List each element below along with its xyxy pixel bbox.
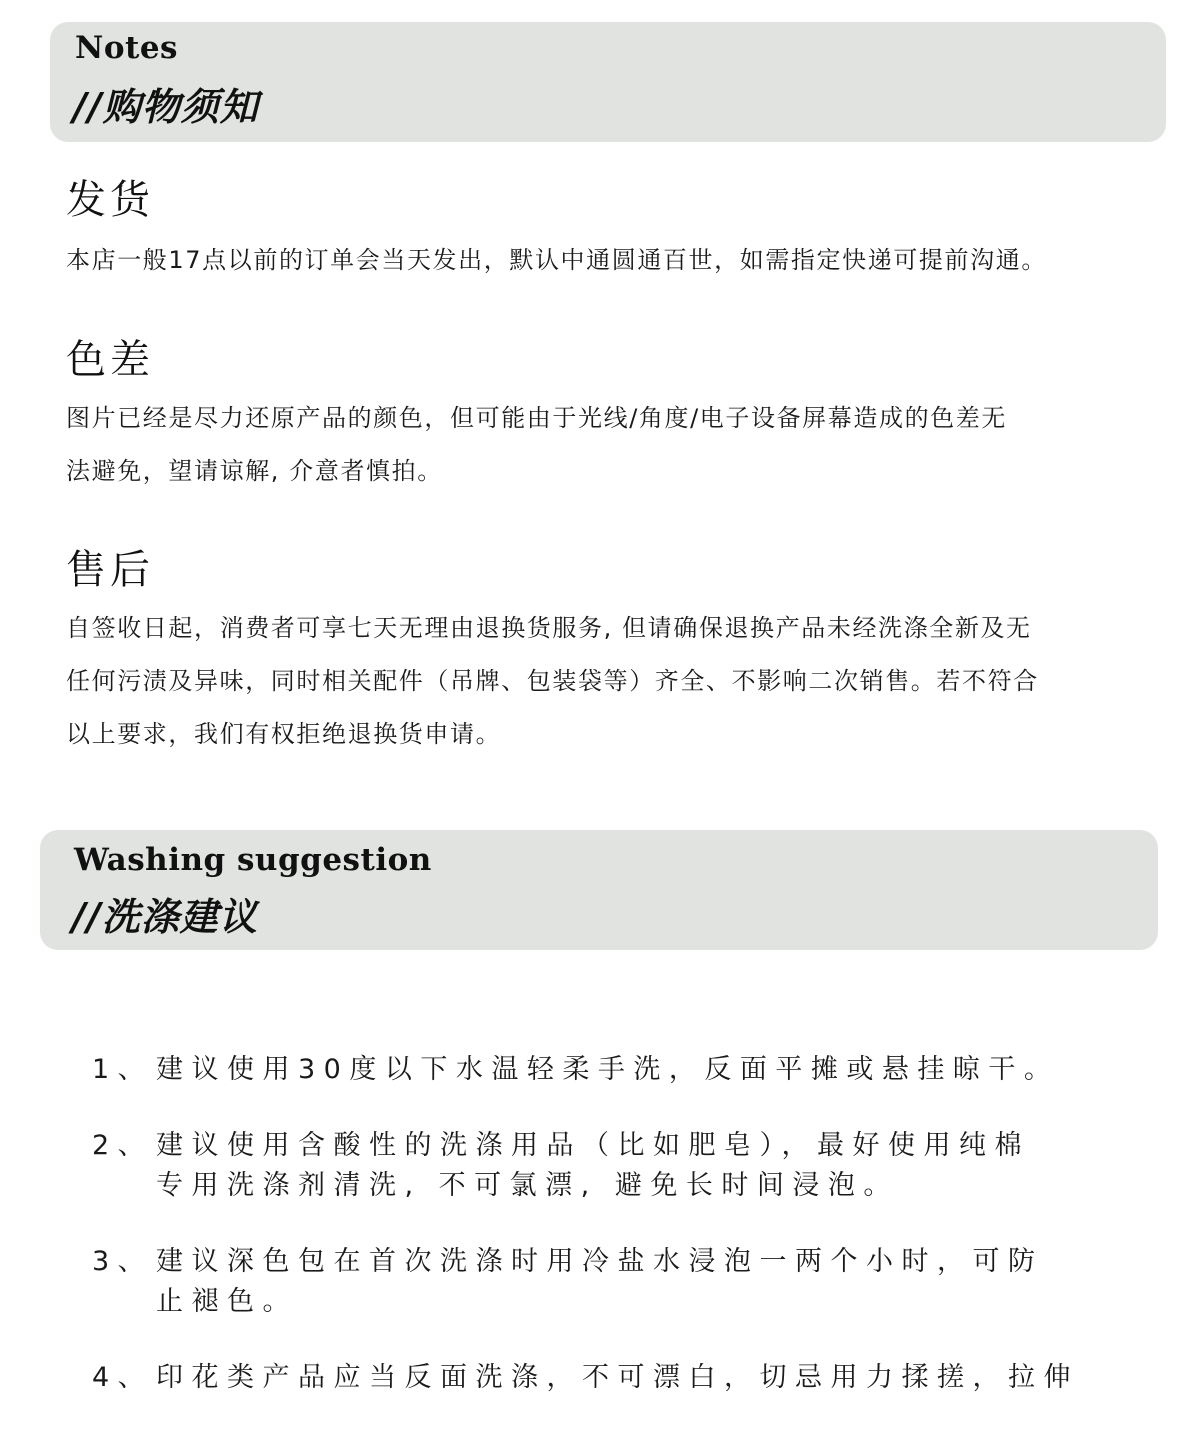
washing-banner-english-title: Washing suggestion (74, 842, 432, 878)
washing-item-text: 建议深色包在首次洗涤时用冷盐水浸泡一两个小时，可防 止褪色。 (156, 1246, 1044, 1317)
shipping-body: 本店一般17点以前的订单会当天发出，默认中通圆通百世，如需指定快递可提前沟通。 (66, 246, 1047, 274)
washing-item-text: 建议使用30度以下水温轻柔手洗，反面平摊或悬挂晾干。 (156, 1054, 1060, 1085)
washing-item-number: 1、 (92, 1054, 154, 1085)
washing-item-number: 4、 (92, 1362, 154, 1393)
washing-item-number: 3、 (92, 1246, 154, 1277)
washing-item (92, 1050, 1172, 1090)
notes-banner (50, 22, 1166, 142)
washing-list (92, 1050, 1172, 1434)
after-sales-title: 售后 (66, 547, 154, 593)
shipping-section (66, 177, 1176, 287)
notes-banner-chinese-title: //购物须知 (73, 85, 259, 129)
after-sales-section (66, 547, 1176, 761)
color-difference-body: 图片已经是尽力还原产品的颜色，但可能由于光线/角度/电子设备屏幕造成的色差无 法避免，望请谅解, 介意者慎拍。 (66, 404, 1007, 485)
washing-item-number: 2、 (92, 1130, 154, 1161)
washing-item (92, 1358, 1172, 1398)
washing-banner-chinese-title: //洗涤建议 (72, 895, 258, 939)
shipping-title: 发货 (66, 177, 154, 223)
after-sales-body: 自签收日起，消费者可享七天无理由退换货服务, 但请确保退换产品未经洗涤全新及无 任何污渍及异味，同时相关配件（吊牌、包装袋等）齐全、不影响二次销售。若不符合 以上要求，我们有权拒绝退换货申请。 (66, 614, 1039, 748)
washing-banner (40, 830, 1158, 950)
color-difference-title: 色差 (66, 337, 154, 383)
washing-item (92, 1242, 1172, 1322)
notes-banner-english-title: Notes (75, 30, 179, 66)
color-difference-section (66, 337, 1176, 498)
washing-item-text: 印花类产品应当反面洗涤，不可漂白，切忌用力揉搓，拉伸 (156, 1362, 1079, 1393)
washing-item (92, 1126, 1172, 1206)
washing-item-text: 建议使用含酸性的洗涤用品（比如肥皂），最好使用纯棉 专用洗涤剂清洗, 不可氯漂, 避免长时间浸泡。 (156, 1130, 1030, 1201)
